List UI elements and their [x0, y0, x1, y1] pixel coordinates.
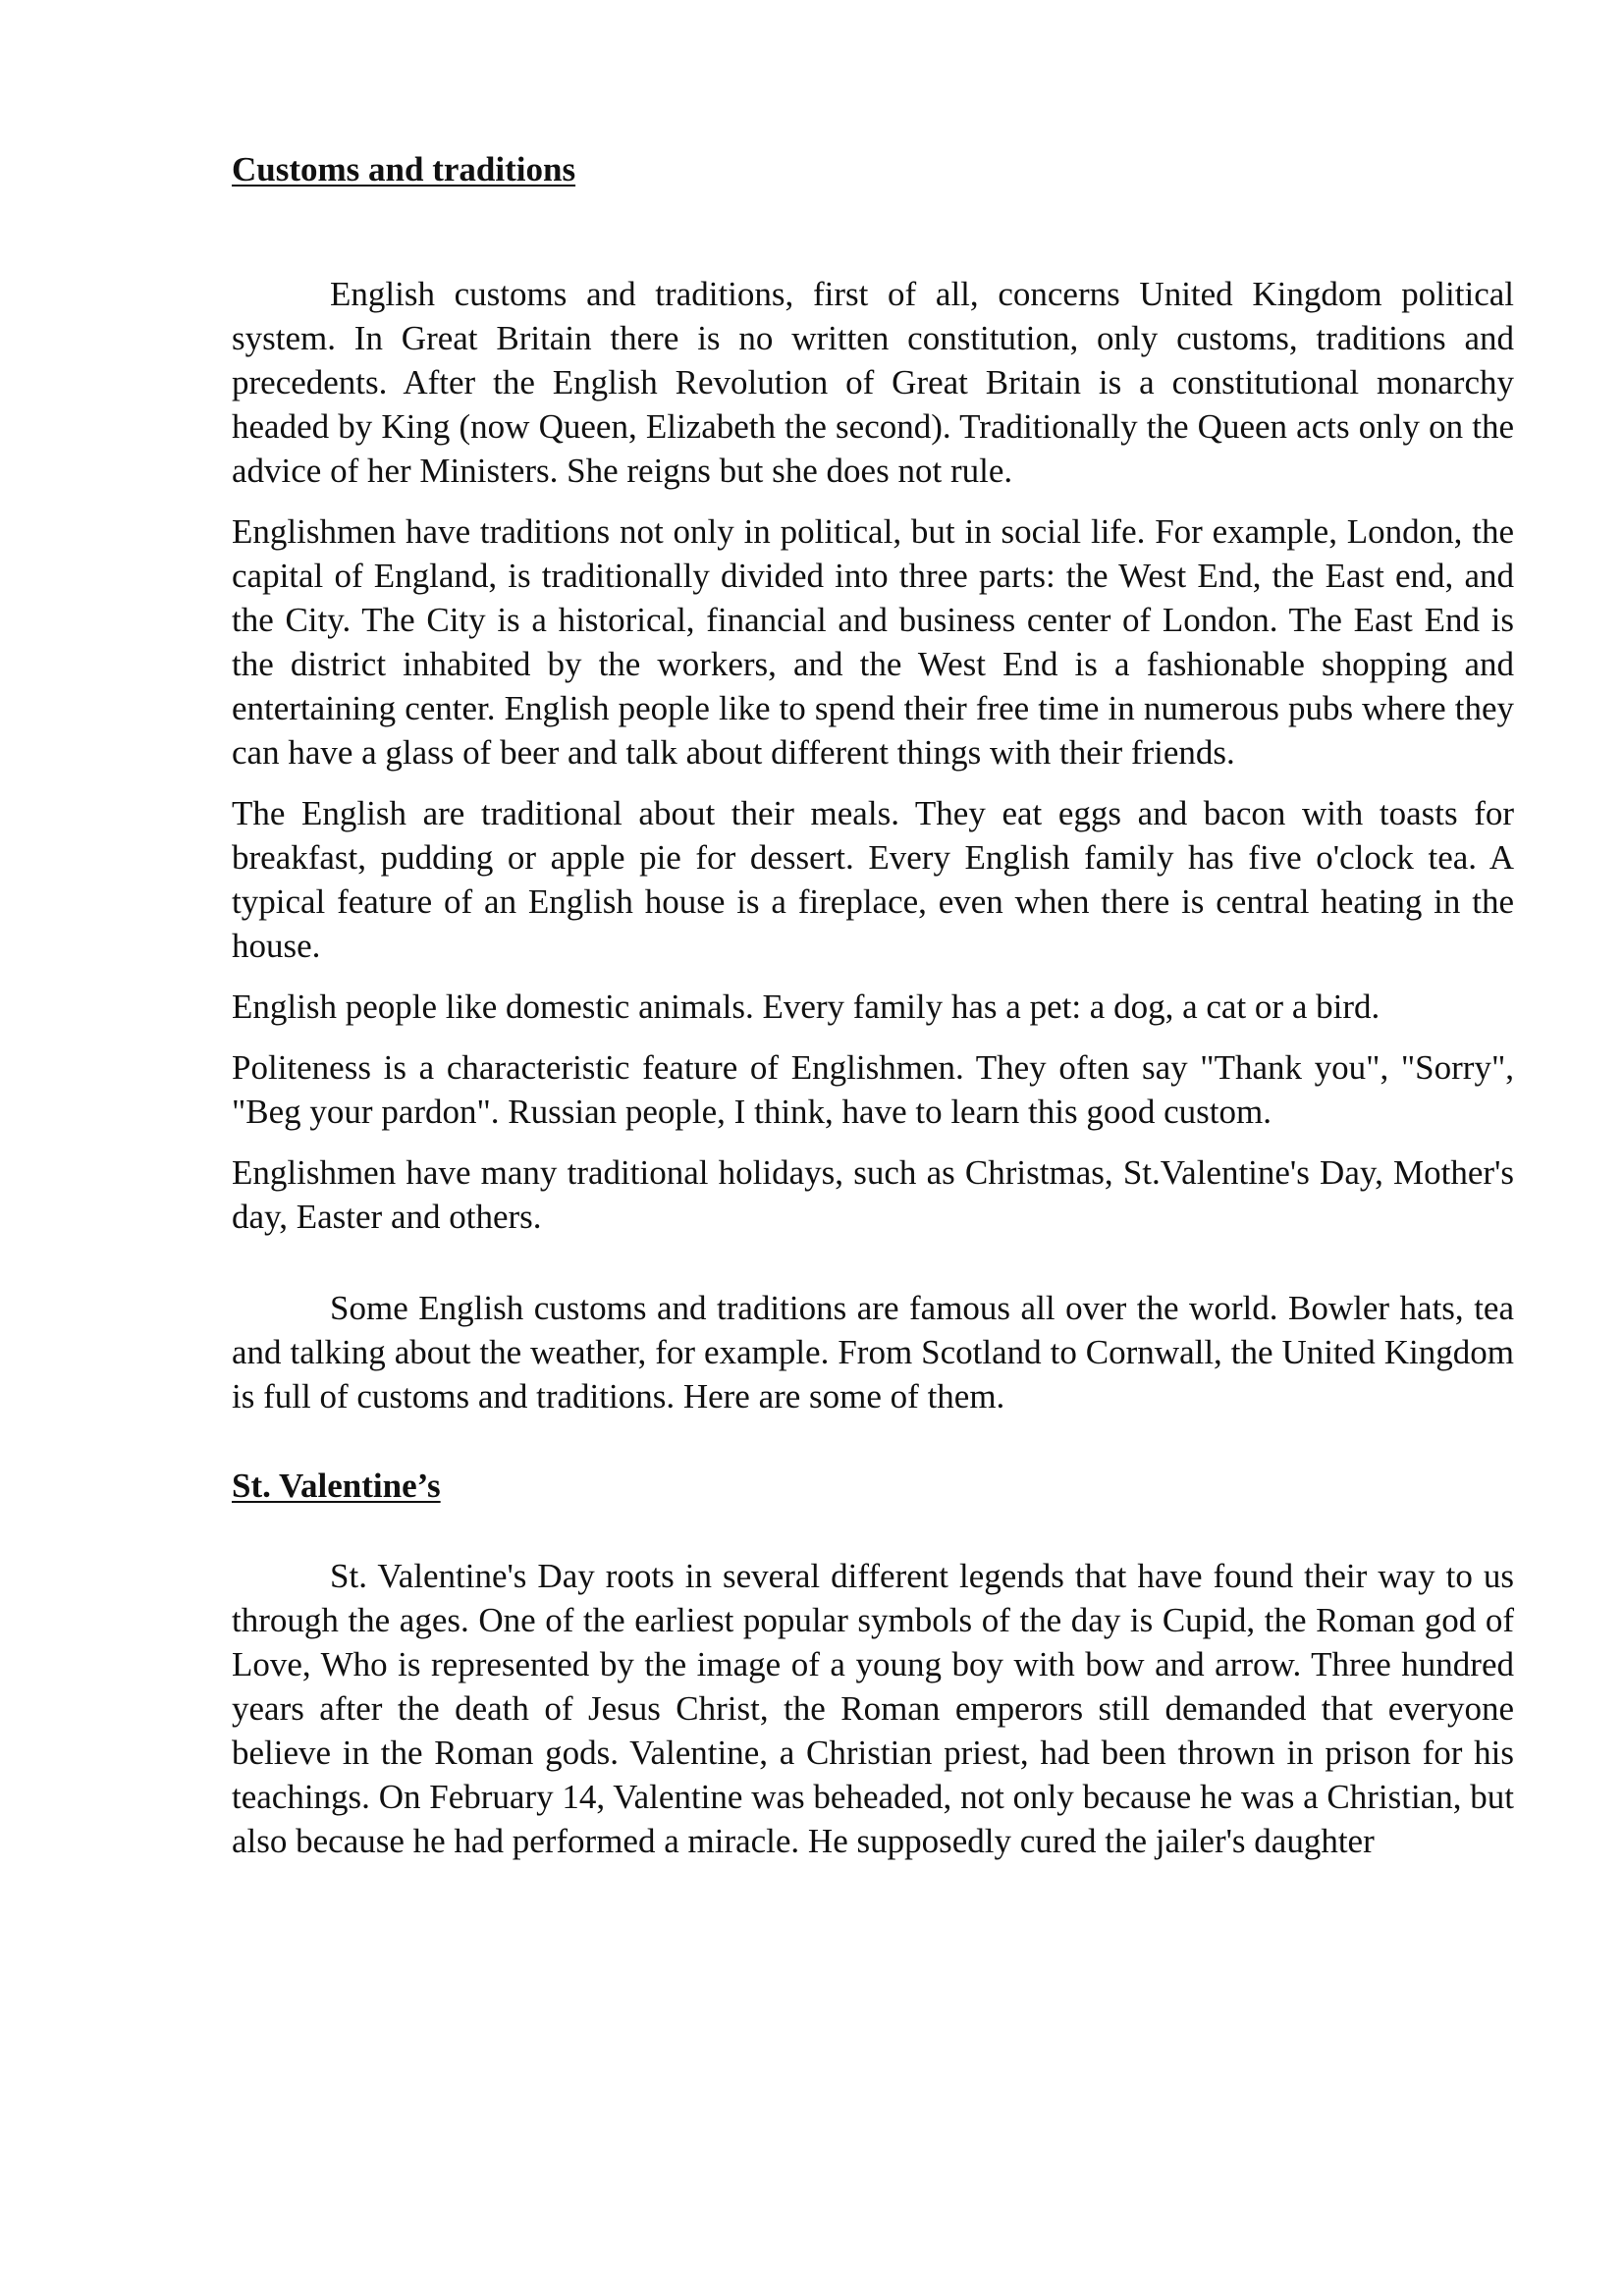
paragraph-holidays: Englishmen have many traditional holidays, such as Christmas, St.Valentine's Day, Mother's day, Easter and others. [232, 1153, 1514, 1236]
paragraph-politeness: Politeness is a characteristic feature of Englishmen. They often say "Thank you", "Sorry", "Beg your pardon". Russian people, I think, have to learn this good custom. [232, 1048, 1514, 1131]
section-heading-customs: Customs and traditions [232, 150, 576, 188]
section-heading-st-valentines: St. Valentine’s [232, 1467, 441, 1505]
paragraph-political-system: English customs and traditions, first of all, concerns United Kingdom political system. In Great Britain there is no written constitution, only customs, traditions and precedents. After the English Revolution of Great Britain is a constitutional monarchy headed by King (now Queen, Elizabeth the second). Traditionally the Queen acts only on the advice of her Ministers. She reigns but she does not rule. [232, 275, 1514, 490]
paragraph-domestic-animals: English people like domestic animals. Every family has a pet: a dog, a cat or a bird. [232, 988, 1380, 1026]
paragraph-social-life: Englishmen have traditions not only in political, but in social life. For example, London, the capital of England, is traditionally divided into three parts: the West End, the East end, and the City. The City is a historical, financial and business center of London. The East End is the district inhabited by the workers, and the West End is a fashionable shopping and entertaining center. English people like to spend their free time in numerous pubs where they can have a glass of beer and talk about different things with their friends. [232, 512, 1514, 772]
paragraph-famous-customs: Some English customs and traditions are famous all over the world. Bowler hats, tea and talking about the weather, for example. From Scotland to Cornwall, the United Kingdom is full of customs and traditions. Here are some of them. [232, 1289, 1514, 1415]
paragraph-st-valentines-legend: St. Valentine's Day roots in several different legends that have found their way to us through the ages. One of the earliest popular symbols of the day is Cupid, the Roman god of Love, Who is represented by the image of a young boy with bow and arrow. Three hundred years after the death of Jesus Christ, the Roman emperors still demanded that everyone believe in the Roman gods. Valentine, a Christian priest, had been thrown in prison for his teachings. On February 14, Valentine was beheaded, not only because he was a Christian, but also because he had performed a miracle. He supposedly cured the jailer's daughter [232, 1557, 1514, 1860]
document-page [232, 147, 1514, 1863]
paragraph-meals: The English are traditional about their meals. They eat eggs and bacon with toasts for breakfast, pudding or apple pie for dessert. Every English family has five o'clock tea. A typical feature of an English house is a fireplace, even when there is central heating in the house. [232, 794, 1514, 965]
